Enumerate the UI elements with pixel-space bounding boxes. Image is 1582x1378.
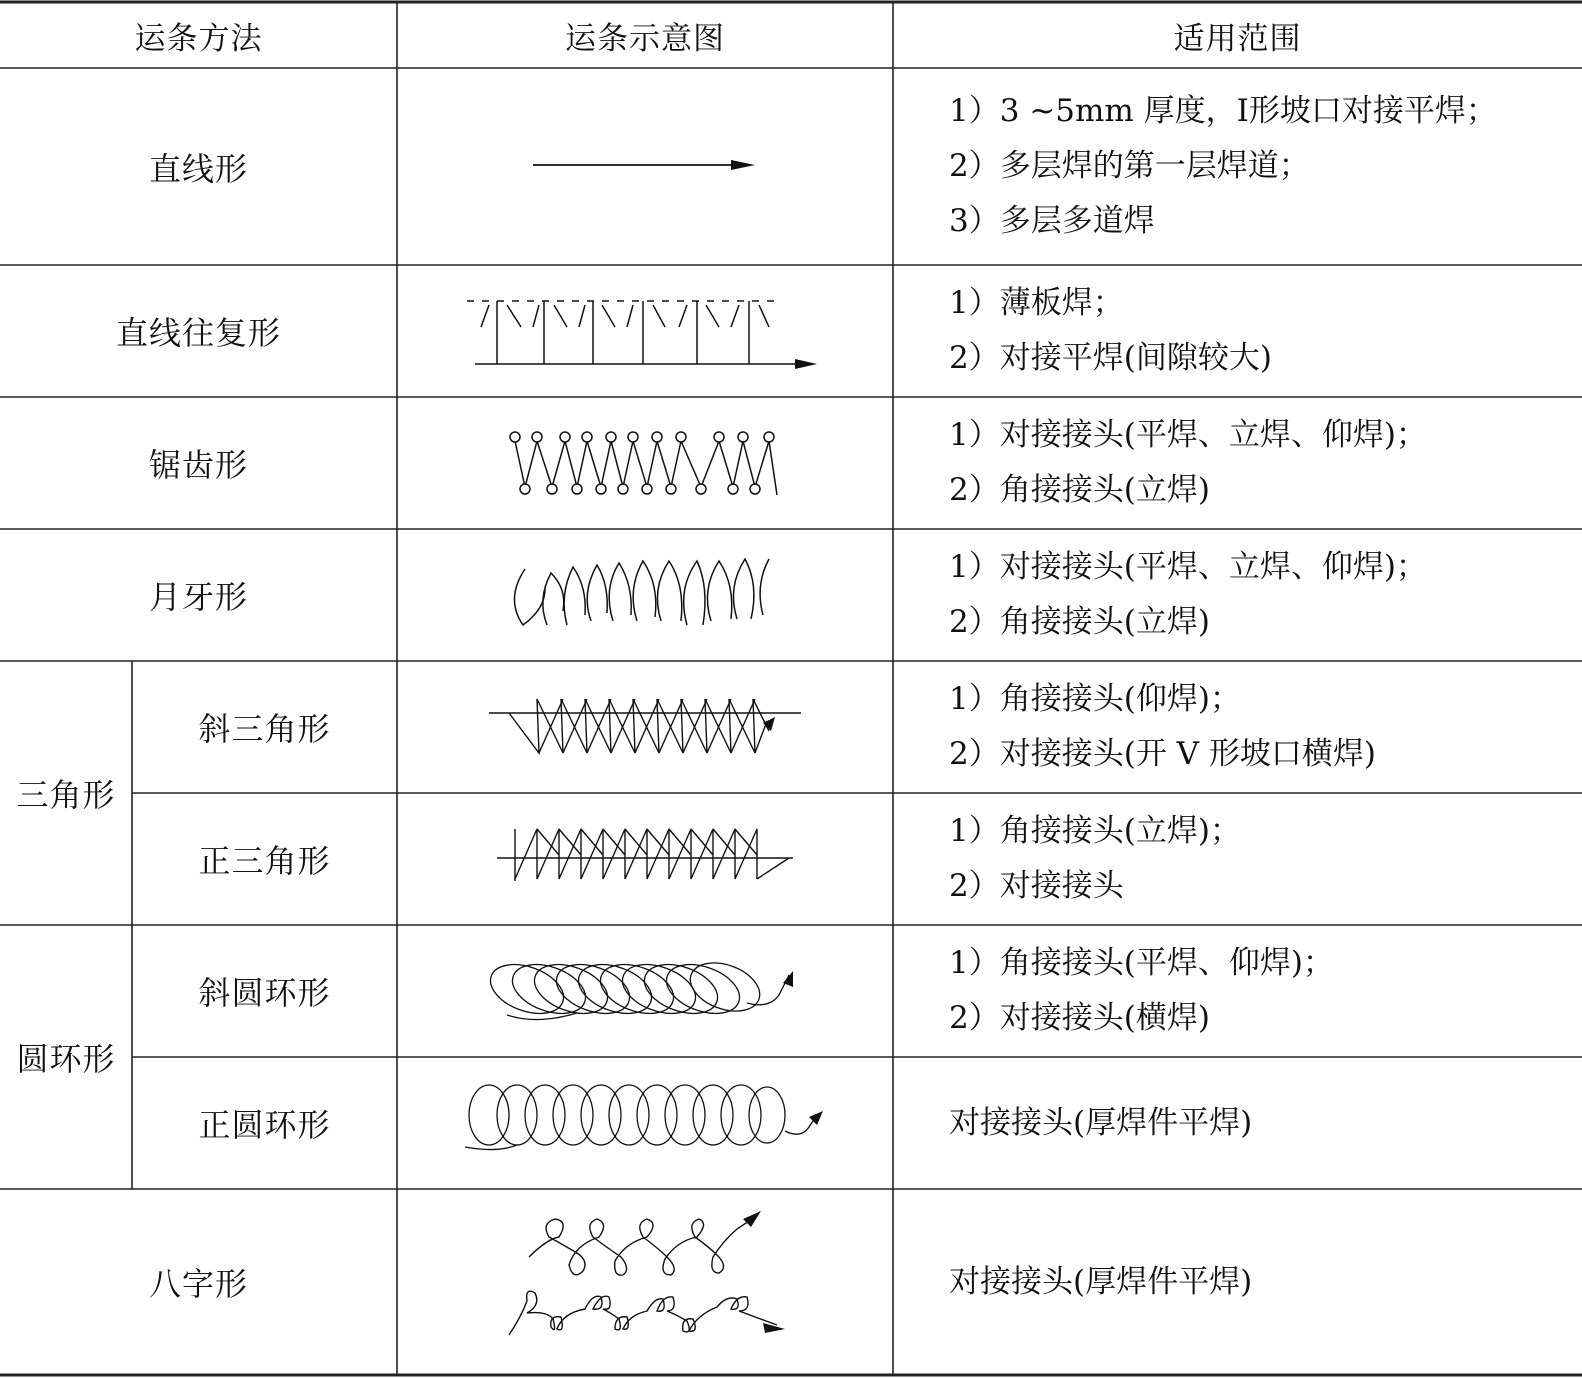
scope-line: 1）对接接头(平焊、立焊、仰焊)；	[949, 417, 1427, 453]
upright-triangle-icon	[397, 793, 893, 925]
scope-straight	[893, 68, 1582, 265]
scope-line: 1）对接接头(平焊、立焊、仰焊)；	[949, 549, 1427, 585]
scope-zigzag	[893, 397, 1582, 529]
method-crescent: 月牙形	[148, 578, 248, 616]
scope-line: 对接接头(厚焊件平焊)	[949, 1104, 1253, 1141]
figure-eight-icon	[397, 1189, 893, 1375]
header-diagram: 运条示意图	[565, 20, 725, 57]
straight-arrow-icon	[397, 68, 893, 265]
method-reciprocating: 直线往复形	[115, 314, 281, 352]
method-zigzag: 锯齿形	[148, 446, 248, 484]
group-triangle: 三角形	[16, 776, 116, 814]
method-upright-circle: 正圆环形	[198, 1106, 331, 1144]
scope-upright-circle	[893, 1057, 1582, 1189]
scope-line: 1）角接接头(平焊、仰焊)；	[949, 945, 1334, 981]
scope-line: 2）角接接头(立焊)	[949, 604, 1210, 640]
header-method: 运条方法	[134, 20, 263, 57]
scope-line: 1）薄板焊；	[949, 285, 1124, 321]
scope-line: 1）角接接头(立焊)；	[949, 813, 1241, 849]
scope-line: 2）角接接头(立焊)	[949, 472, 1210, 508]
scope-line: 2）对接接头(横焊)	[949, 1000, 1210, 1036]
method-upright-triangle: 正三角形	[198, 842, 331, 880]
oblique-circle-icon	[397, 925, 893, 1057]
scope-oblique-circle	[893, 925, 1582, 1057]
oblique-triangle-icon	[397, 661, 893, 793]
scope-figure-eight	[893, 1189, 1582, 1375]
scope-line: 2）多层焊的第一层焊道；	[949, 148, 1310, 184]
crescent-icon	[397, 529, 893, 661]
method-oblique-circle: 斜圆环形	[198, 974, 331, 1012]
scope-upright-triangle	[893, 793, 1582, 925]
scope-line: 2）对接接头(开 V 形坡口横焊)	[949, 736, 1377, 772]
upright-circle-icon	[397, 1057, 893, 1189]
scope-line: 对接接头(厚焊件平焊)	[949, 1263, 1253, 1300]
method-oblique-triangle: 斜三角形	[198, 710, 331, 748]
scope-oblique-triangle	[893, 661, 1582, 793]
reciprocating-line-icon	[397, 265, 893, 397]
method-figure-eight: 八字形	[148, 1265, 248, 1303]
header-scope: 适用范围	[1173, 20, 1302, 57]
scope-line: 1）3 ~5mm 厚度，Ⅰ形坡口对接平焊；	[949, 93, 1497, 129]
method-straight: 直线形	[148, 149, 248, 188]
scope-crescent	[893, 529, 1582, 661]
zigzag-icon	[397, 397, 893, 529]
scope-line: 2）对接接头	[949, 868, 1124, 904]
scope-reciprocating	[893, 265, 1582, 397]
scope-line: 1）角接接头(仰焊)；	[949, 681, 1241, 717]
group-circle: 圆环形	[16, 1040, 116, 1078]
scope-line: 3）多层多道焊	[949, 203, 1155, 239]
scope-line: 2）对接平焊(间隙较大)	[949, 340, 1272, 376]
